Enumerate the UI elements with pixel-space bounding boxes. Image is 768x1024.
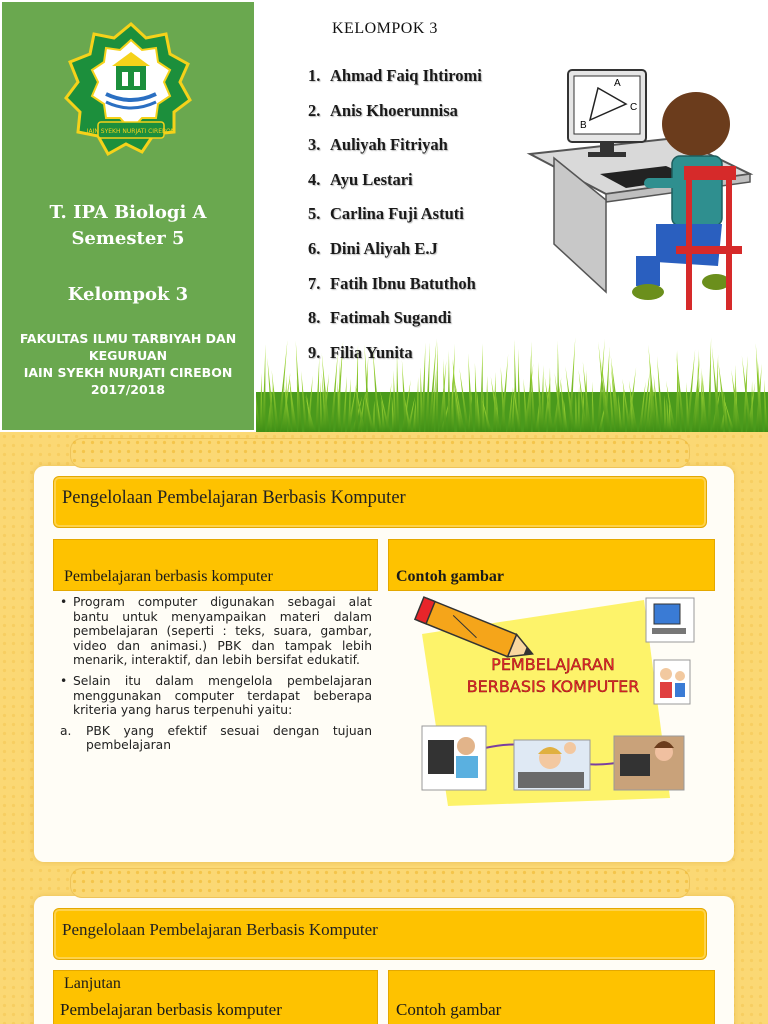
list-item: • Program computer digunakan sebagai alat bantu untuk menyampaikan materi dalam pembelajaran (seperti : teks, suara, gambar, video dan animasi.) PBK dan tampak lebih menarik, interaktif, dan lebih bersifat edukatif.	[60, 595, 372, 668]
list-item: a. PBK yang efektif sesuai dengan tujuan pembelajaran	[60, 723, 372, 753]
list-item: 3. Auliyah Fitriyah	[308, 135, 448, 155]
slide-title: Pengelolaan Pembelajaran Berbasis Komputer	[62, 920, 378, 939]
group-title: Kelompok 3	[67, 284, 189, 305]
slide-title: Pengelolaan Pembelajaran Berbasis Komputer	[62, 488, 406, 508]
university-logo	[60, 20, 202, 162]
left-heading: Pembelajaran berbasis komputer	[64, 568, 273, 585]
diagram-text-line2: BERBASIS KOMPUTER	[466, 677, 640, 696]
list-item: 8. Fatimah Sugandi	[308, 308, 452, 328]
slide-title-box	[53, 476, 707, 528]
slide-title-box	[53, 908, 707, 960]
girl-laptop-photo	[514, 740, 590, 790]
member-list-header: KELOMPOK 3	[332, 20, 438, 37]
card-tab	[70, 868, 690, 898]
card-tab	[70, 438, 690, 468]
list-item: 6. Dini Aliyah E.J	[308, 238, 438, 258]
svg-text:IAIN SYEKH NURJATI CIREBON: IAIN SYEKH NURJATI CIREBON	[86, 128, 176, 135]
class-title: T. IPA Biologi A	[49, 202, 207, 223]
student-computer-illustration	[526, 66, 756, 312]
list-item: 9. Filia Yunita	[308, 342, 413, 362]
kids-laptop-photo	[614, 736, 684, 790]
list-item: 5. Carlina Fuji Astuti	[308, 204, 464, 224]
faculty-line: 2017/2018	[90, 382, 166, 397]
svg-text:C: C	[630, 102, 638, 113]
right-heading: Contoh gambar	[396, 1000, 502, 1019]
faculty-line: FAKULTAS ILMU TARBIYAH DAN	[19, 331, 237, 346]
member-list	[308, 66, 482, 377]
right-heading: Contoh gambar	[396, 568, 505, 585]
faculty-line: KEGURUAN	[88, 348, 168, 363]
left-heading-box	[53, 970, 378, 1024]
left-heading-line2: Pembelajaran berbasis komputer	[60, 1000, 282, 1019]
list-item: 2. Anis Khoerunnisa	[308, 100, 458, 120]
title-panel	[2, 2, 254, 430]
child-laptop-photo	[422, 726, 486, 790]
faculty-info	[2, 330, 254, 398]
svg-text:A: A	[614, 78, 621, 89]
list-item: • Selain itu dalam mengelola pembelajaran menggunakan computer terdapat beberapa kriteria yang harus terpenuhi yaitu:	[60, 673, 372, 718]
semester-title: Semester 5	[71, 228, 185, 249]
faculty-line: IAIN SYEKH NURJATI CIREBON	[23, 365, 233, 380]
slide-cover	[0, 0, 768, 432]
list-item: 4. Ayu Lestari	[308, 169, 413, 189]
pbk-diagram	[408, 594, 698, 810]
list-item: 7. Fatih Ibnu Batuthoh	[308, 273, 476, 293]
right-heading-box	[388, 539, 715, 591]
right-heading-box	[388, 970, 715, 1024]
list-item: 1. Ahmad Faiq Ihtiromi	[308, 66, 482, 85]
computer-icon	[646, 598, 694, 642]
diagram-text-line1: PEMBELAJARAN	[491, 655, 615, 674]
svg-text:B: B	[580, 120, 587, 131]
students-icon	[654, 660, 690, 704]
left-heading-box	[53, 539, 378, 591]
body-content	[60, 595, 372, 759]
left-heading-line1: Lanjutan	[64, 975, 121, 992]
